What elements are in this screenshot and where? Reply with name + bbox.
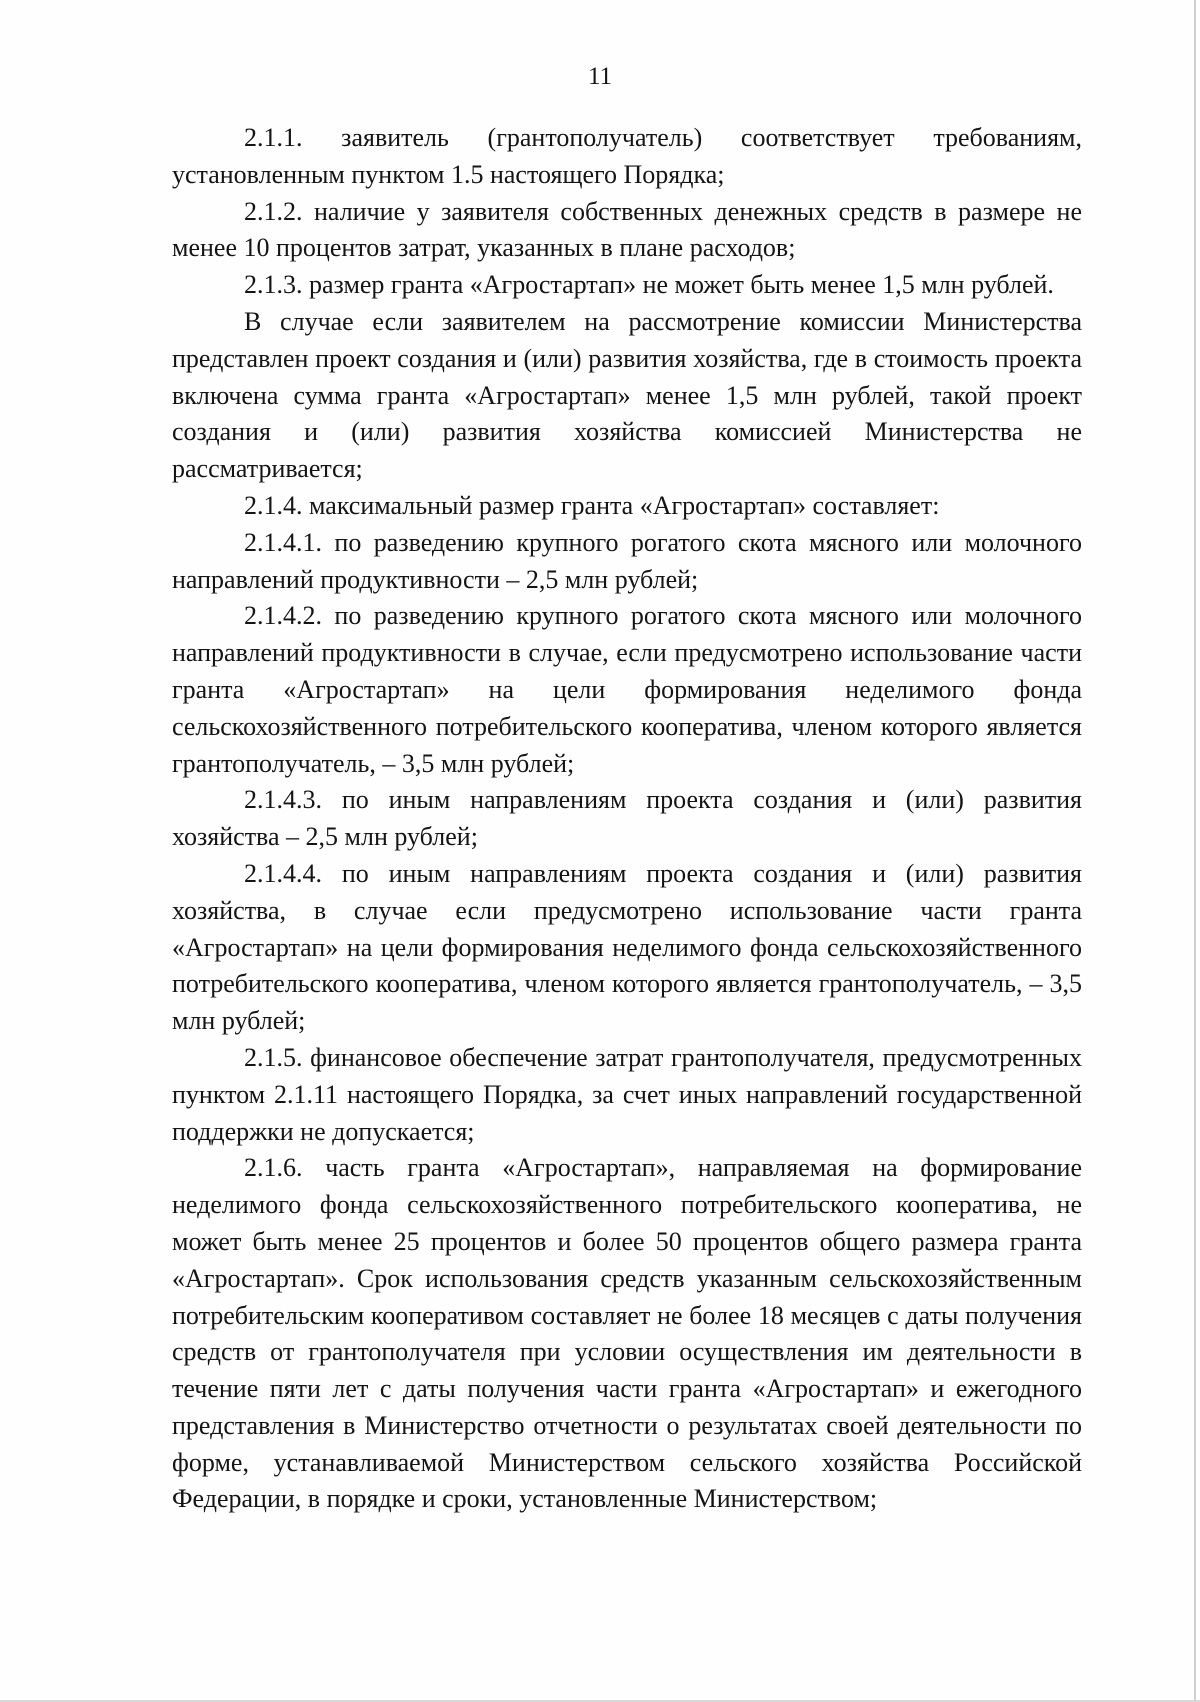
clause-2-1-6: 2.1.6. часть гранта «Агростартап», направляемая на формирование неделимого фонда сельскохозяйственного потребительского кооператива, не может быть менее 25 процентов и более 50 процентов общего размера гранта «Агростартап». Срок использования средств указанным сельскохозяйственным потребительским кооперативом составляет не более 18 месяцев с даты получения средств от грантополучателя при условии осуществления им деятельности в течение пяти лет с даты получения части гранта «Агростартап» и ежегодного представления в Министерство отчетности о результатах своей деятельности по форме, устанавливаемой Министерством сельского хозяйства Российской Федерации, в порядке и сроки, установленные Министерством; [172, 1153, 1082, 1514]
clause-2-1-4-4: 2.1.4.4. по иным направлениям проекта создания и (или) развития хозяйства, в случае если предусмотрено использование части гранта «Агростартап» на цели формирования неделимого фонда сельскохозяйственного потребительского кооператива, членом которого является грантополучатель, – 3,5 млн рублей; [172, 858, 1082, 1036]
clause-2-1-4: 2.1.4. максимальный размер гранта «Агростартап» составляет: [244, 490, 940, 520]
page-number: 11 [587, 63, 613, 90]
clause-2-1-4-2: 2.1.4.2. по разведению крупного рогатого скота мясного или молочного направлений продуктивности в случае, если предусмотрено использование части гранта «Агростартап» на цели формирования неделимого фонда сельскохозяйственного потребительского кооператива, членом которого является грантополучатель, – 3,5 млн рублей; [172, 601, 1082, 778]
clause-2-1-3-note: В случае если заявителем на рассмотрение комиссии Министерства представлен проект создания и (или) развития хозяйства, где в стоимость проекта включена сумма гранта «Агростартап» менее 1,5 млн рублей, такой проект создания и (или) развития хозяйства комиссией Министерства не рассматривается; [172, 306, 1082, 484]
document-body [172, 120, 1082, 1518]
clause-2-1-1: 2.1.1. заявитель (грантополучатель) соответствует требованиям, установленным пунктом 1.5 настоящего Порядка; [172, 123, 1082, 189]
clause-2-1-4-3: 2.1.4.3. по иным направлениям проекта создания и (или) развития хозяйства – 2,5 млн рублей; [172, 785, 1082, 852]
scan-edge-right [1194, 0, 1196, 1702]
clause-2-1-4-1: 2.1.4.1. по разведению крупного рогатого скота мясного или молочного направлений продуктивности – 2,5 млн рублей; [172, 527, 1082, 594]
clause-2-1-5: 2.1.5. финансовое обеспечение затрат грантополучателя, предусмотренных пунктом 2.1.11 настоящего Порядка, за счет иных направлений государственной поддержки не допускается; [172, 1042, 1082, 1146]
clause-2-1-2: 2.1.2. наличие у заявителя собственных денежных средств в размере не менее 10 процентов затрат, указанных в плане расходов; [172, 196, 1082, 263]
clause-2-1-3: 2.1.3. размер гранта «Агростартап» не может быть менее 1,5 млн рублей. [244, 270, 1054, 300]
